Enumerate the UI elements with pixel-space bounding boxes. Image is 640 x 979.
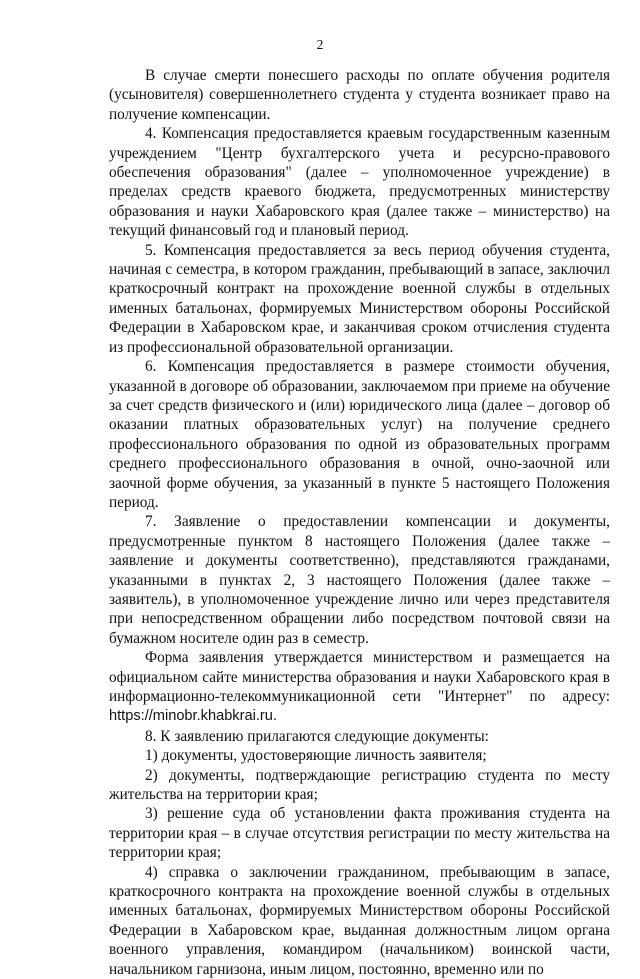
list-item-3: 3) решение суда об установлении факта проживания студента на территории края – в случае отсутствия регистрации по месту жительства на территории края;: [109, 805, 610, 862]
page-number: 2: [316, 37, 324, 52]
list-item-1: 1) документы, удостоверяющие личность заявителя;: [145, 747, 487, 765]
paragraph-item-8: 8. К заявлению прилагаются следующие документы:: [145, 727, 489, 745]
paragraph-death-of-parent: В случае смерти понесшего расходы по оплате обучения родителя (усыновителя) совершеннолетнего студента у студента возникает право на получение компенсации.: [109, 67, 610, 123]
paragraph-item-6: 6. Компенсация предоставляется в размере стоимости обучения, указанной в договоре об образовании, заключаемом при приеме на обучение за счет средств физического и (или) юридического лица (далее – договор об оказании платных образовательных услуг) на получение среднего профессионального образования по одной из образовательных программ среднего профессионального образования в очной, очно-заочной или заочной форме обучения, за указанный в пункте 5 настоящего Положения период.: [109, 358, 610, 511]
paragraph-item-4: 4. Компенсация предоставляется краевым государственным казенным учреждением "Центр бухгалтерского учета и ресурсно-правового обеспечения образования" (далее – уполномоченное учреждение) в пределах средств краевого бюджета, предусмотренных министерству образования и науки Хабаровского края (далее также – министерство) на текущий финансовый год и плановый период.: [109, 125, 610, 240]
paragraph-item-5: 5. Компенсация предоставляется за весь период обучения студента, начиная с семестра, в котором гражданин, пребывающий в запасе, заключил краткосрочный контракт на прохождение военной службы в отдельных именных батальонах, формируемых Министерством обороны Российской Федерации в Хабаровском крае, и заканчивая сроком отчисления студента из профессиональной образовательной организации.: [109, 241, 610, 356]
list-item-4: 4) справка о заключении гражданином, пребывающим в запасе, краткосрочного контракта на прохождение военной службы в отдельных именных батальонах, формируемых Министерством обороны Российской Федерации в Хабаровском крае, выданная должностным лицом органа военного управления, командиром (начальником) воинской части, начальником гарнизона, иным лицом, постоянно, временно или по: [109, 863, 610, 978]
application-form-text: Форма заявления утверждается министерством и размещается на официальном сайте министерства образования и науки Хабаровского края в информационно-телекоммуникационной сети "Интернет" по адресу:: [109, 649, 610, 705]
document-body: [109, 66, 610, 979]
paragraph-item-7: 7. Заявление о предоставлении компенсации и документы, предусмотренные пунктом 8 настоящего Положения (далее также – заявление и документы соответственно), представляются гражданами, указанными в пунктах 2, 3 настоящего Положения (далее также – заявитель), в уполномоченное учреждение лично или через представителя при непосредственном обращении либо посредством почтовой связи на бумажном носителе один раз в семестр.: [109, 513, 610, 647]
paragraph-application-form: [109, 648, 610, 727]
ministry-website-link[interactable]: https://minobr.khabkrai.ru.: [109, 708, 277, 725]
list-item-2: 2) документы, подтверждающие регистрацию студента по месту жительства на территории края;: [109, 766, 610, 804]
